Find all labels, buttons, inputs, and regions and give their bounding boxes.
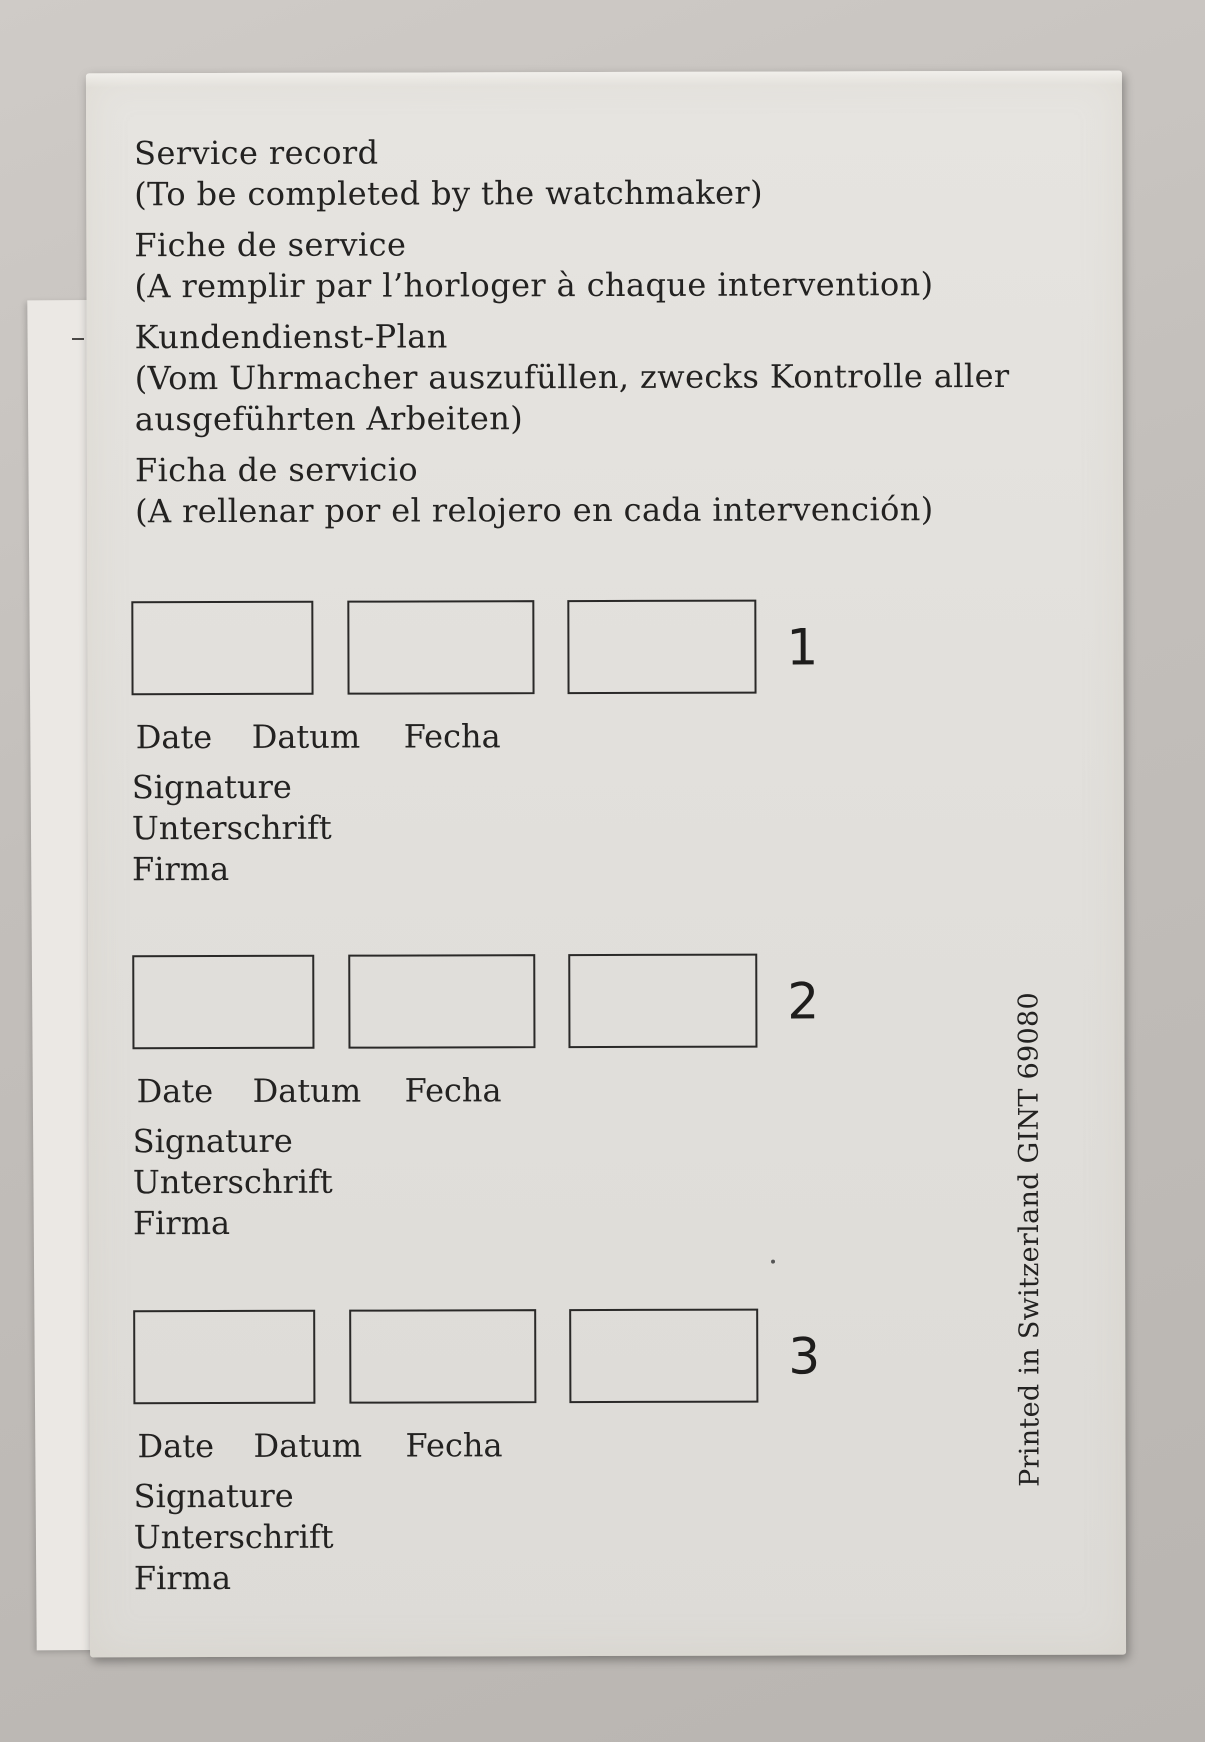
heading-subtitle: (A rellenar por el relojero en cada intervención)	[135, 490, 934, 531]
service-entry-3	[133, 1308, 894, 1599]
signature-label-de: Unterschrift	[133, 1517, 334, 1557]
date-label-es: Fecha	[405, 1426, 503, 1465]
year-box[interactable]	[569, 1309, 758, 1403]
signature-label-es: Firma	[133, 1558, 232, 1598]
entry-number: 1	[786, 618, 819, 677]
date-label-en: Date	[135, 718, 213, 757]
heading-title: Service record	[134, 133, 379, 173]
service-entry-1	[131, 599, 892, 890]
month-box[interactable]	[347, 600, 534, 694]
heading-english	[134, 131, 1094, 216]
print-note: Printed in Switzerland GINT 69080	[1013, 992, 1046, 1487]
month-box[interactable]	[349, 1309, 536, 1403]
day-box[interactable]	[131, 601, 313, 695]
date-boxes	[132, 953, 892, 1055]
date-label-en: Date	[137, 1427, 215, 1466]
heading-block	[134, 131, 1095, 543]
signature-labels	[134, 1474, 894, 1599]
date-label-de: Datum	[253, 1426, 363, 1465]
date-labels	[133, 1069, 893, 1115]
heading-spanish	[135, 448, 1095, 533]
date-label-de: Datum	[252, 1071, 362, 1110]
signature-label-es: Firma	[132, 1203, 231, 1243]
date-labels	[133, 1424, 893, 1470]
signature-label-de: Unterschrift	[132, 1162, 333, 1202]
day-box[interactable]	[132, 955, 314, 1049]
heading-title: Ficha de servicio	[134, 450, 419, 490]
entry-number: 2	[787, 972, 820, 1031]
signature-label-de: Unterschrift	[131, 808, 332, 848]
date-boxes	[133, 1308, 893, 1410]
date-label-de: Datum	[251, 717, 361, 756]
date-label-es: Fecha	[403, 717, 501, 756]
paper-speck	[771, 1260, 775, 1264]
heading-subtitle: ausgeführten Arbeiten)	[134, 399, 524, 439]
year-box[interactable]	[567, 600, 756, 694]
date-label-es: Fecha	[404, 1071, 502, 1110]
month-box[interactable]	[348, 954, 535, 1048]
heading-subtitle: (A remplir par l’horloger à chaque intervention)	[134, 265, 934, 306]
signature-labels	[132, 765, 892, 890]
date-boxes	[131, 599, 891, 701]
underlying-sheet-mark	[72, 338, 84, 340]
entry-number: 3	[788, 1327, 821, 1386]
heading-subtitle: (Vom Uhrmacher auszufüllen, zwecks Kontrolle aller	[134, 356, 1010, 398]
card-top-edge	[86, 71, 1122, 88]
year-box[interactable]	[568, 954, 757, 1048]
day-box[interactable]	[133, 1310, 315, 1404]
heading-title: Kundendienst-Plan	[134, 317, 448, 357]
date-labels	[132, 715, 892, 761]
heading-subtitle: (To be completed by the watchmaker)	[134, 173, 764, 214]
heading-french	[134, 223, 1094, 308]
heading-title: Fiche de service	[134, 225, 407, 265]
signature-label-es: Firma	[131, 849, 230, 889]
date-label-en: Date	[136, 1072, 214, 1111]
heading-german	[135, 315, 1095, 441]
signature-label-en: Signature	[131, 767, 292, 807]
service-record-card	[86, 71, 1126, 1658]
signature-label-en: Signature	[133, 1476, 294, 1516]
signature-label-en: Signature	[132, 1121, 293, 1161]
signature-labels	[133, 1119, 893, 1244]
service-entry-2	[132, 953, 893, 1244]
